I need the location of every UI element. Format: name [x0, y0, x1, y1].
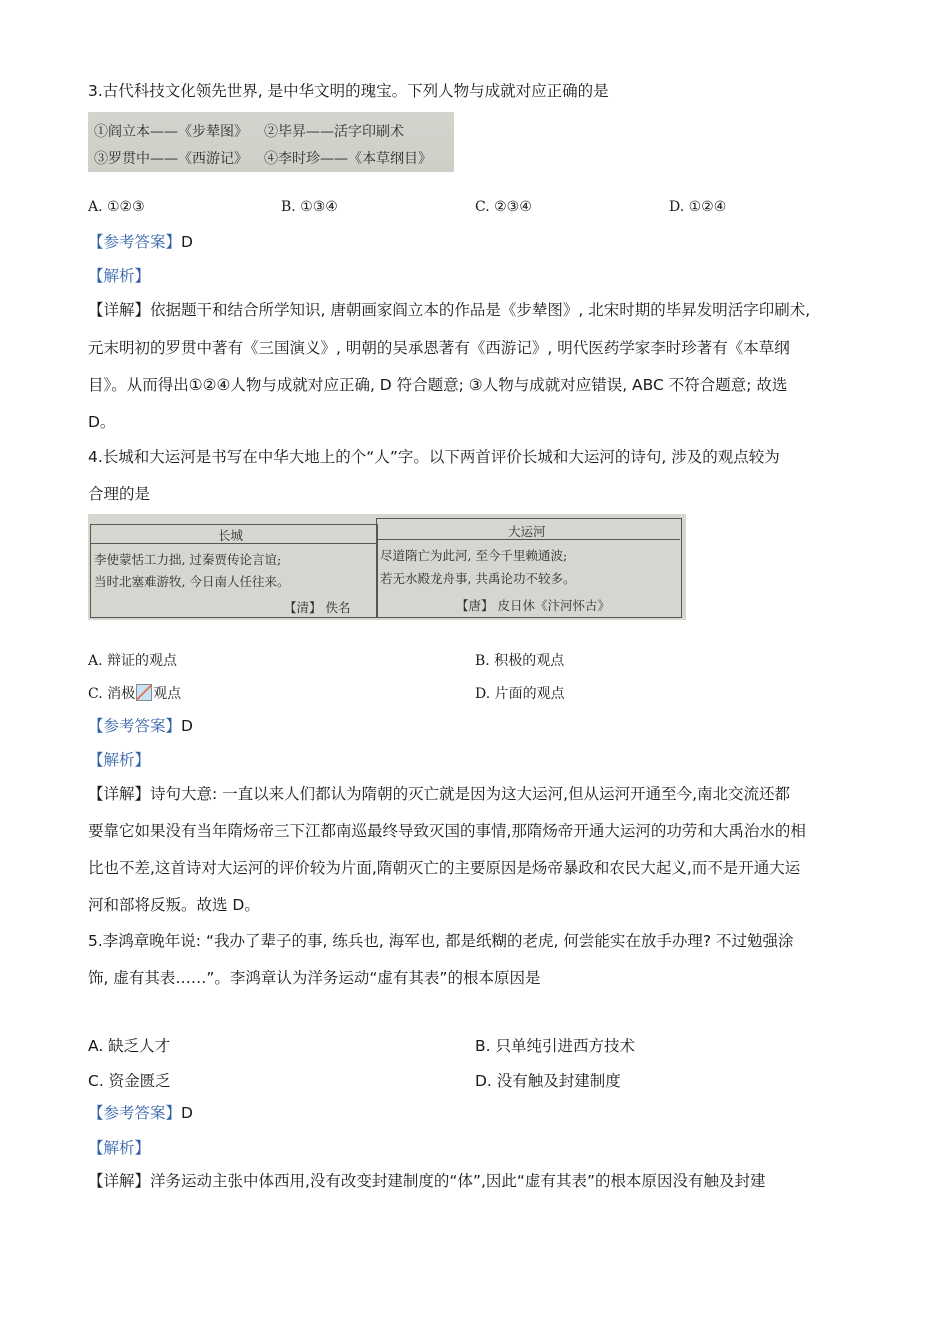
poem-line: 李使蒙恬工力拙, 过秦贾传论言谊;	[94, 552, 282, 567]
q3-answer	[88, 232, 193, 252]
q5-option-d: D. 没有触及封建制度	[475, 1072, 621, 1090]
poem-line: 若无水殿龙舟事, 共禹论功不较多。	[380, 571, 576, 586]
q5-detail-line: 【详解】洋务运动主张中体西用,没有改变封建制度的“体”,因此“虚有其表”的根本原因没有触及封建	[88, 1172, 766, 1190]
q3-option-d: D. ①②④	[669, 199, 727, 215]
q4-option-c-text: C. 消极	[88, 686, 136, 702]
q4-option-c-text: 观点	[153, 686, 182, 702]
q5-stem-line: 饰, 虚有其表……”。李鸿章认为洋务运动“虚有其表”的根本原因是	[88, 969, 541, 987]
q3-figure-item-3: ③罗贯中——《西游记》	[94, 151, 248, 167]
answer-label: 【参考答案】	[88, 233, 182, 251]
q3-analysis-label: 【解析】	[88, 267, 151, 285]
q3-option-b: B. ①③④	[281, 199, 338, 215]
poem-source: 【唐】 皮日休《汴河怀古》	[456, 598, 610, 613]
broken-image-icon	[136, 684, 152, 701]
q3-figure-item-2: ②毕昇——活字印刷术	[264, 124, 404, 140]
q4-detail-line: 要靠它如果没有当年隋炀帝三下江都南巡最终导致灭国的事情,那隋炀帝开通大运河的功劳和大禹治水的相	[88, 822, 806, 840]
q3-detail-line: 【详解】依据题干和结合所学知识, 唐朝画家阎立本的作品是《步辇图》, 北宋时期的毕昇发明活字印刷术,	[88, 301, 811, 319]
q5-option-a: A. 缺乏人才	[88, 1037, 171, 1055]
q3-detail-line: 元末明初的罗贯中著有《三国演义》, 明朝的吴承恩著有《西游记》, 明代医药学家李时珍著有《本草纲	[88, 339, 790, 357]
grand-canal-header: 大运河	[508, 524, 546, 539]
q3-option-c: C. ②③④	[475, 199, 532, 215]
answer-label: 【参考答案】	[88, 1104, 182, 1122]
q3-option-a: A. ①②③	[88, 199, 145, 215]
q4-stem-line: 合理的是	[88, 485, 151, 503]
q4-stem-line: 4.长城和大运河是书写在中华大地上的个“人”字。以下两首评价长城和大运河的诗句, 涉及的观点较为	[88, 448, 780, 466]
poem-source: 【清】 佚名	[284, 600, 351, 615]
q4-detail-line: 河和部将反叛。故选 D。	[88, 896, 260, 914]
q3-detail-line: 目》。从而得出①②④人物与成就对应正确, D 符合题意; ③人物与成就对应错误, ABC 不符合题意; 故选	[88, 376, 788, 394]
q3-figure-item-1: ①阎立本——《步辇图》	[94, 124, 248, 140]
q4-option-c	[88, 683, 181, 703]
q5-answer	[88, 1103, 193, 1123]
q5-stem-line: 5.李鸿章晚年说: “我办了辈子的事, 练兵也, 海军也, 都是纸糊的老虎, 何尝能实在放手办理? 不过勉强涂	[88, 932, 794, 950]
answer-value: D	[181, 233, 193, 251]
q4-analysis-label: 【解析】	[88, 751, 151, 769]
q5-analysis-label: 【解析】	[88, 1139, 151, 1157]
q4-scanned-poem-table	[88, 514, 686, 620]
poem-line: 尽道隋亡为此河, 至今千里赖通波;	[380, 548, 568, 563]
great-wall-header: 长城	[218, 528, 244, 543]
q3-detail-line: D。	[88, 413, 116, 431]
answer-value: D	[181, 717, 193, 735]
q3-stem: 3.古代科技文化领先世界, 是中华文明的瑰宝。下列人物与成就对应正确的是	[88, 82, 609, 100]
answer-label: 【参考答案】	[88, 717, 182, 735]
q5-option-b: B. 只单纯引进西方技术	[475, 1037, 635, 1055]
q4-detail-line: 【详解】诗句大意: 一直以来人们都认为隋朝的灭亡就是因为这大运河,但从运河开通至今,南北交流还都	[88, 785, 791, 803]
q4-option-a: A. 辩证的观点	[88, 653, 178, 669]
poem-line: 当时北塞难游牧, 今日南人任往来。	[94, 574, 290, 589]
q4-answer	[88, 716, 193, 736]
q4-option-b: B. 积极的观点	[475, 653, 565, 669]
q4-detail-line: 比也不差,这首诗对大运河的评价较为片面,隋朝灭亡的主要原因是炀帝暴政和农民大起义,而不是开通大运	[88, 859, 801, 877]
q4-option-d: D. 片面的观点	[475, 686, 565, 702]
answer-value: D	[181, 1104, 193, 1122]
q3-figure-item-4: ④李时珍——《本草纲目》	[264, 151, 432, 167]
q3-scanned-figure	[88, 112, 454, 172]
q5-option-c: C. 资金匮乏	[88, 1072, 171, 1090]
